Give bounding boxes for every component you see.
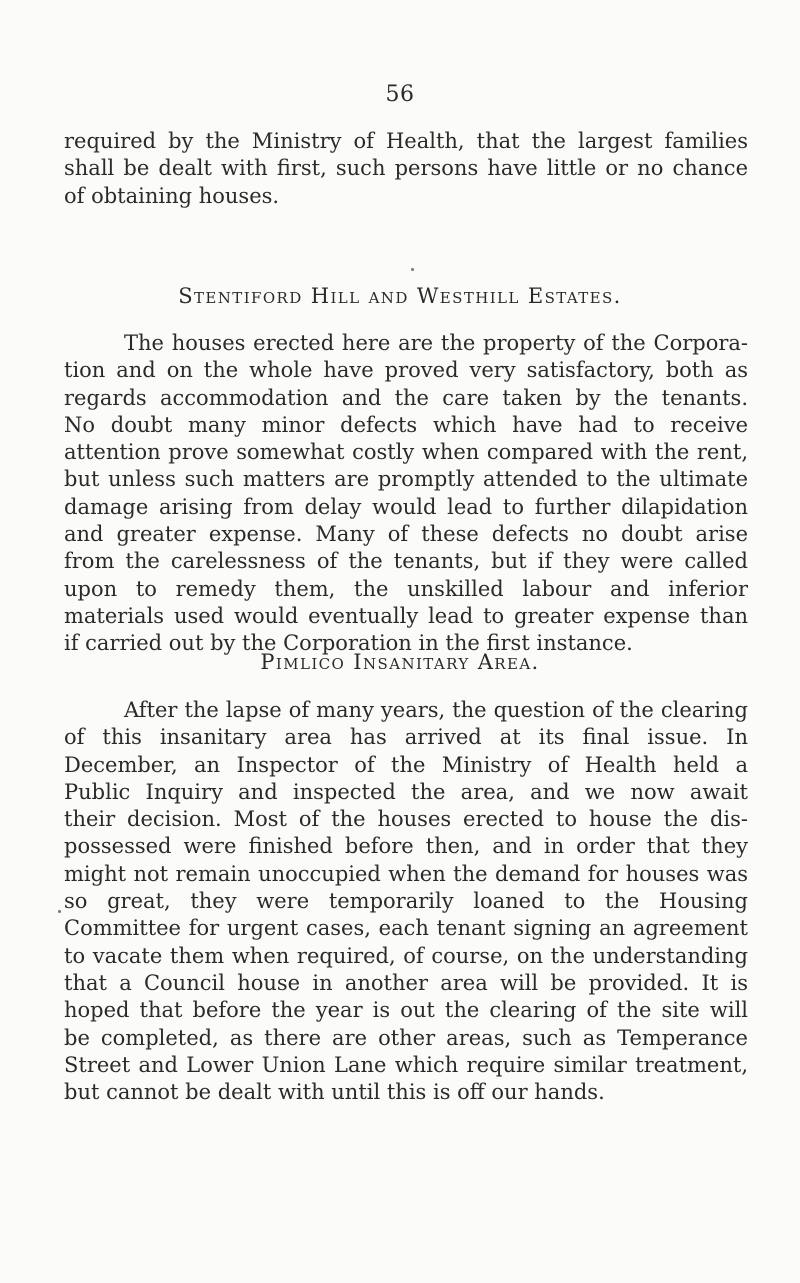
paper-speck [411,268,414,271]
paragraph-line: of this insanitary area has arrived at its final issue. In [64,725,748,750]
paragraph-1 [64,128,748,210]
paragraph-line: hoped that before the year is out the clearing of the site will [64,998,748,1023]
paragraph-line: might not remain unoccupied when the demand for houses was [64,861,748,886]
paragraph-3 [64,697,748,1106]
paragraph-line: to vacate them when required, of course, on the understanding [64,943,748,968]
paragraph-line: After the lapse of many years, the question of the clearing [124,698,748,722]
paragraph-line: The houses erected here are the property of the Corpora- [124,331,748,355]
paragraph-line: of obtaining houses. [64,183,280,208]
paragraph-line: materials used would eventually lead to greater expense than [64,603,748,628]
paragraph-line: tion and on the whole have proved very satisfactory, both as [64,358,748,383]
paragraph-line: December, an Inspector of the Ministry of Health held a [64,752,748,777]
paragraph-line: Committee for urgent cases, each tenant signing an agreement [64,916,748,941]
paragraph-line: Public Inquiry and inspected the area, and we now await [64,779,748,804]
section-heading-pimlico: Pimlico Insanitary Area. [260,650,540,674]
paragraph-line: be completed, as there are other areas, such as Temperance [64,1025,748,1050]
paragraph-2 [64,330,748,658]
paragraph-line: required by the Ministry of Health, that the largest families [64,129,748,153]
paragraph-line: but unless such matters are promptly attended to the ultimate [64,467,748,492]
paragraph-line: regards accommodation and the care taken by the tenants. [64,385,748,410]
paragraph-line: that a Council house in another area will be provided. It is [64,970,748,995]
paragraph-line: attention prove somewhat costly when compared with the rent, [64,440,748,465]
section-heading-stentiford: Stentiford Hill and Westhill Estates. [178,284,622,308]
paragraph-line: so great, they were temporarily loaned to the Housing [64,889,748,914]
paragraph-line: and greater expense. Many of these defects no doubt arise [64,522,748,547]
paragraph-line: No doubt many minor defects which have had to receive [64,412,748,437]
paragraph-line: Street and Lower Union Lane which require similar treatment, [64,1052,748,1077]
paragraph-line: upon to remedy them, the unskilled labour and inferior [64,576,748,601]
paragraph-line: possessed were finished before then, and in order that they [64,834,748,859]
paragraph-line: damage arising from delay would lead to further dilapidation [64,494,748,519]
paper-speck [58,910,61,913]
page-number: 56 [385,82,415,107]
paragraph-line: from the carelessness of the tenants, but if they were called [64,549,748,574]
paragraph-line: but cannot be dealt with until this is off our hands. [64,1080,605,1105]
paragraph-line: shall be dealt with first, such persons have little or no chance [64,156,748,181]
paragraph-line: their decision. Most of the houses erected to house the dis- [64,807,748,832]
paragraph-line: if carried out by the Corporation in the first instance. [64,631,633,656]
